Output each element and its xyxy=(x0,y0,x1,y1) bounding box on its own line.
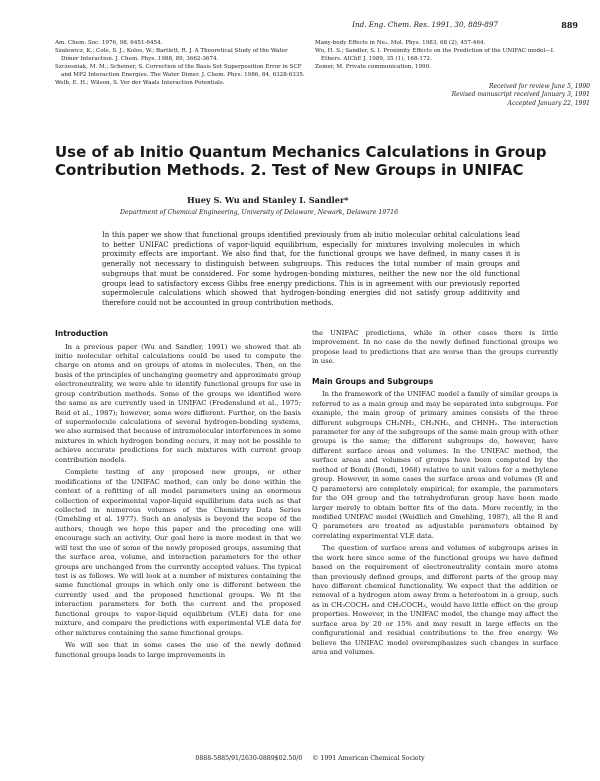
reference-item: Szalewicz, K.; Cole, S. J.; Kolos, W.; Bartlett, R. J. A Theoretical Study of the Water Dimer Interaction. J. Chem. Phys. 1988, 89, 3662-3674. xyxy=(55,48,288,62)
article-title: Use of ab Initio Quantum Mechanics Calculations in Group Contribution Methods. 2. Test of New Groups in UNIFAC xyxy=(55,143,547,180)
article-code: 0888-5885/91/2630-0889$02.50/0 xyxy=(195,755,303,762)
reference-item: Zemer, M. Private communication, 1990. xyxy=(315,64,431,71)
article-authors: Huey S. Wu and Stanley I. Sandler* xyxy=(187,195,349,205)
revised-line: Revised manuscript received January 3, 1991 xyxy=(451,91,590,99)
paragraph: The question of surface areas and volumes of subgroups arises in the work here since some of the functional groups we have defined based on the requirement of electroneutrality contain more atoms than previously defined groups, and different parts of the group may have different chemical functionality. We expect that the addition or removal of a hydrogen atom away from a heteroatom in a group, such as in CH₃COCH₃ and CH₂COCH₃, would have little effect on the group properties. However, in the UNIFAC model, the change may affect the surface area by 20 or 15% and may result in large effects on the configurational and residual contributions to the free energy. We believe the UNIFAC model overemphasizes such changes in surface area and volumes. xyxy=(312,544,558,657)
paragraph: In a previous paper (Wu and Sandler, 1991) we showed that ab initio molecular orbital calculations could be used to compute the charge on atoms and on groups of atoms in molecules. Then, on the basis of the principles of unchanging geometry and approximate group electroneutrality, we were able to identify functional groups for use in group contribution methods. Some of the groups we identified were the same as are currently used in UNIFAC (Fredenslund et al., 1975; Reid et al., 1987); however, some were different. Further, on the basis of supermolecule calculations of several hydrogen-bonding systems, we also surmised that because of intramolecular interferences in some mixtures in which hydrogen bonding occurs, it may not be possible to achieve accurate predictions for such mixtures with current group contribution models. xyxy=(55,342,301,464)
received-line: Received for review June 5, 1990 xyxy=(488,83,590,90)
paragraph: In the framework of the UNIFAC model a family of similar groups is referred to as a main group and may be separated into subgroups. For example, the main group of primary amines consists of the three different subgroups CH₃NH₂, CH₂NH₂, and CHNH₂. The interaction parameter for any of the subgroups of the same main group with other groups is the same; the different subgroups do, however, have different surface areas and volumes. In the UNIFAC method, the surface areas and volumes of groups have been computed by the method of Bondi (Bondi, 1968) relative to unit values for a methylene group. However, in some cases the surface areas and volumes (R and Q parameters) are completely empirical; for example, the parameters for the OH group and the tetrahydrofuran group have been made larger merely to obtain better fits of the data. More recently, in the modified UNIFAC model (Weidlich and Gmehling, 1987), all the R and Q parameters are treated as adjustable parameters obtained by correlating experimental VLE data. xyxy=(312,390,558,540)
page-number: 889 xyxy=(561,20,578,30)
references-right xyxy=(315,40,555,73)
paragraph: the UNIFAC predictions, while in other cases there is little improvement. In no case do the newly defined functional groups we propose lead to predictions that are worse than the groups currently in use. xyxy=(312,329,558,366)
reference-item: Am. Chem. Soc. 1976, 98, 6451-6454. xyxy=(55,40,163,46)
reference-item: Welb, E. H.; Wilson, S. Ver der Waals Interaction Potentials. xyxy=(55,79,225,86)
section-heading-introduction: Introduction xyxy=(55,329,109,338)
column-left xyxy=(55,329,301,663)
column-right xyxy=(312,329,558,661)
paragraph: We will see that in some cases the use of the newly defined functional groups leads to large improvements in xyxy=(55,641,301,659)
paragraph: Complete testing of any proposed new groups, or other modifications of the UNIFAC method, can only be done within the context of a refitting of all model parameters using an enormous collection of experimental vapor-liquid equilibrium data such as that collected in numerous volumes of the Chemistry Data Series (Gmehling et al. 1977). Such an analysis is beyond the scope of the authors, though we hope this paper and the preceding one will encourage such an activity. Our goal here is more modest in that we will test the use of some of the newly proposed groups, assuming that the surface area, volume, and interaction parameters for the other groups are unchanged from the currently accepted values. The typical test is as follows. We will look at a number of mixtures containing the same functional groups in which only one is different between the currently used and the proposed functional groups. We fit the interaction parameters for both the current and the proposed functional groups to vapor-liquid equilibrium (VLE) data for one mixture, and compare the predictions with experimental VLE data for other mixtures containing the same functional groups. xyxy=(55,468,301,637)
accepted-line: Accepted January 22, 1991 xyxy=(507,99,590,107)
reference-item: Wu, H. S.; Sandler, S. I. Proximity Effects on the Prediction of the UNIFAC model—I. Ethers. AIChE J. 1989, 35 (1), 168-172. xyxy=(315,48,555,62)
copyright: © 1991 American Chemical Society xyxy=(312,755,425,762)
running-head: Ind. Eng. Chem. Res. 1991, 30, 889-897 xyxy=(352,20,498,29)
references-left xyxy=(55,40,305,88)
section-heading-main-groups: Main Groups and Subgroups xyxy=(312,376,434,386)
author-affiliation: Department of Chemical Engineering, University of Delaware, Newark, Delaware 19716 xyxy=(120,209,399,216)
reference-item: Many-body Effects in Ne₂. Mol. Phys. 1983, 68 (2), 457-464. xyxy=(315,40,486,46)
received-dates xyxy=(360,83,590,108)
reference-item: Szczesniak, M. M.; Scheiner, S. Correction of the Basis Set Superposition Error in SCF and MP2 Interaction Energies. The Water Dimer. J. Chem. Phys. 1986, 84, 6328-6335. xyxy=(55,64,305,78)
page-footer xyxy=(150,755,470,762)
abstract: In this paper we show that functional groups identified previously from ab initio molecular orbital calculations lead to better UNIFAC predictions of vapor-liquid equilibrium, especially for mixtures involving molecules in which proximity effects are important. We also find that, for the functional groups we have defined, in many cases it is generally not necessary to distinguish between subgroups. This reduces the total number of main groups and subgroups that must be considered. For some hydrogen-bonding mixtures, neither the new nor the old functional groups lead to satisfactory excess Gibbs free energy predictions. This is in agreement with our previously reported supermolecule calculations which showed that hydrogen-bonding energies did not satisfy group additivity and therefore could not be accounted in group contribution methods. xyxy=(102,231,520,308)
